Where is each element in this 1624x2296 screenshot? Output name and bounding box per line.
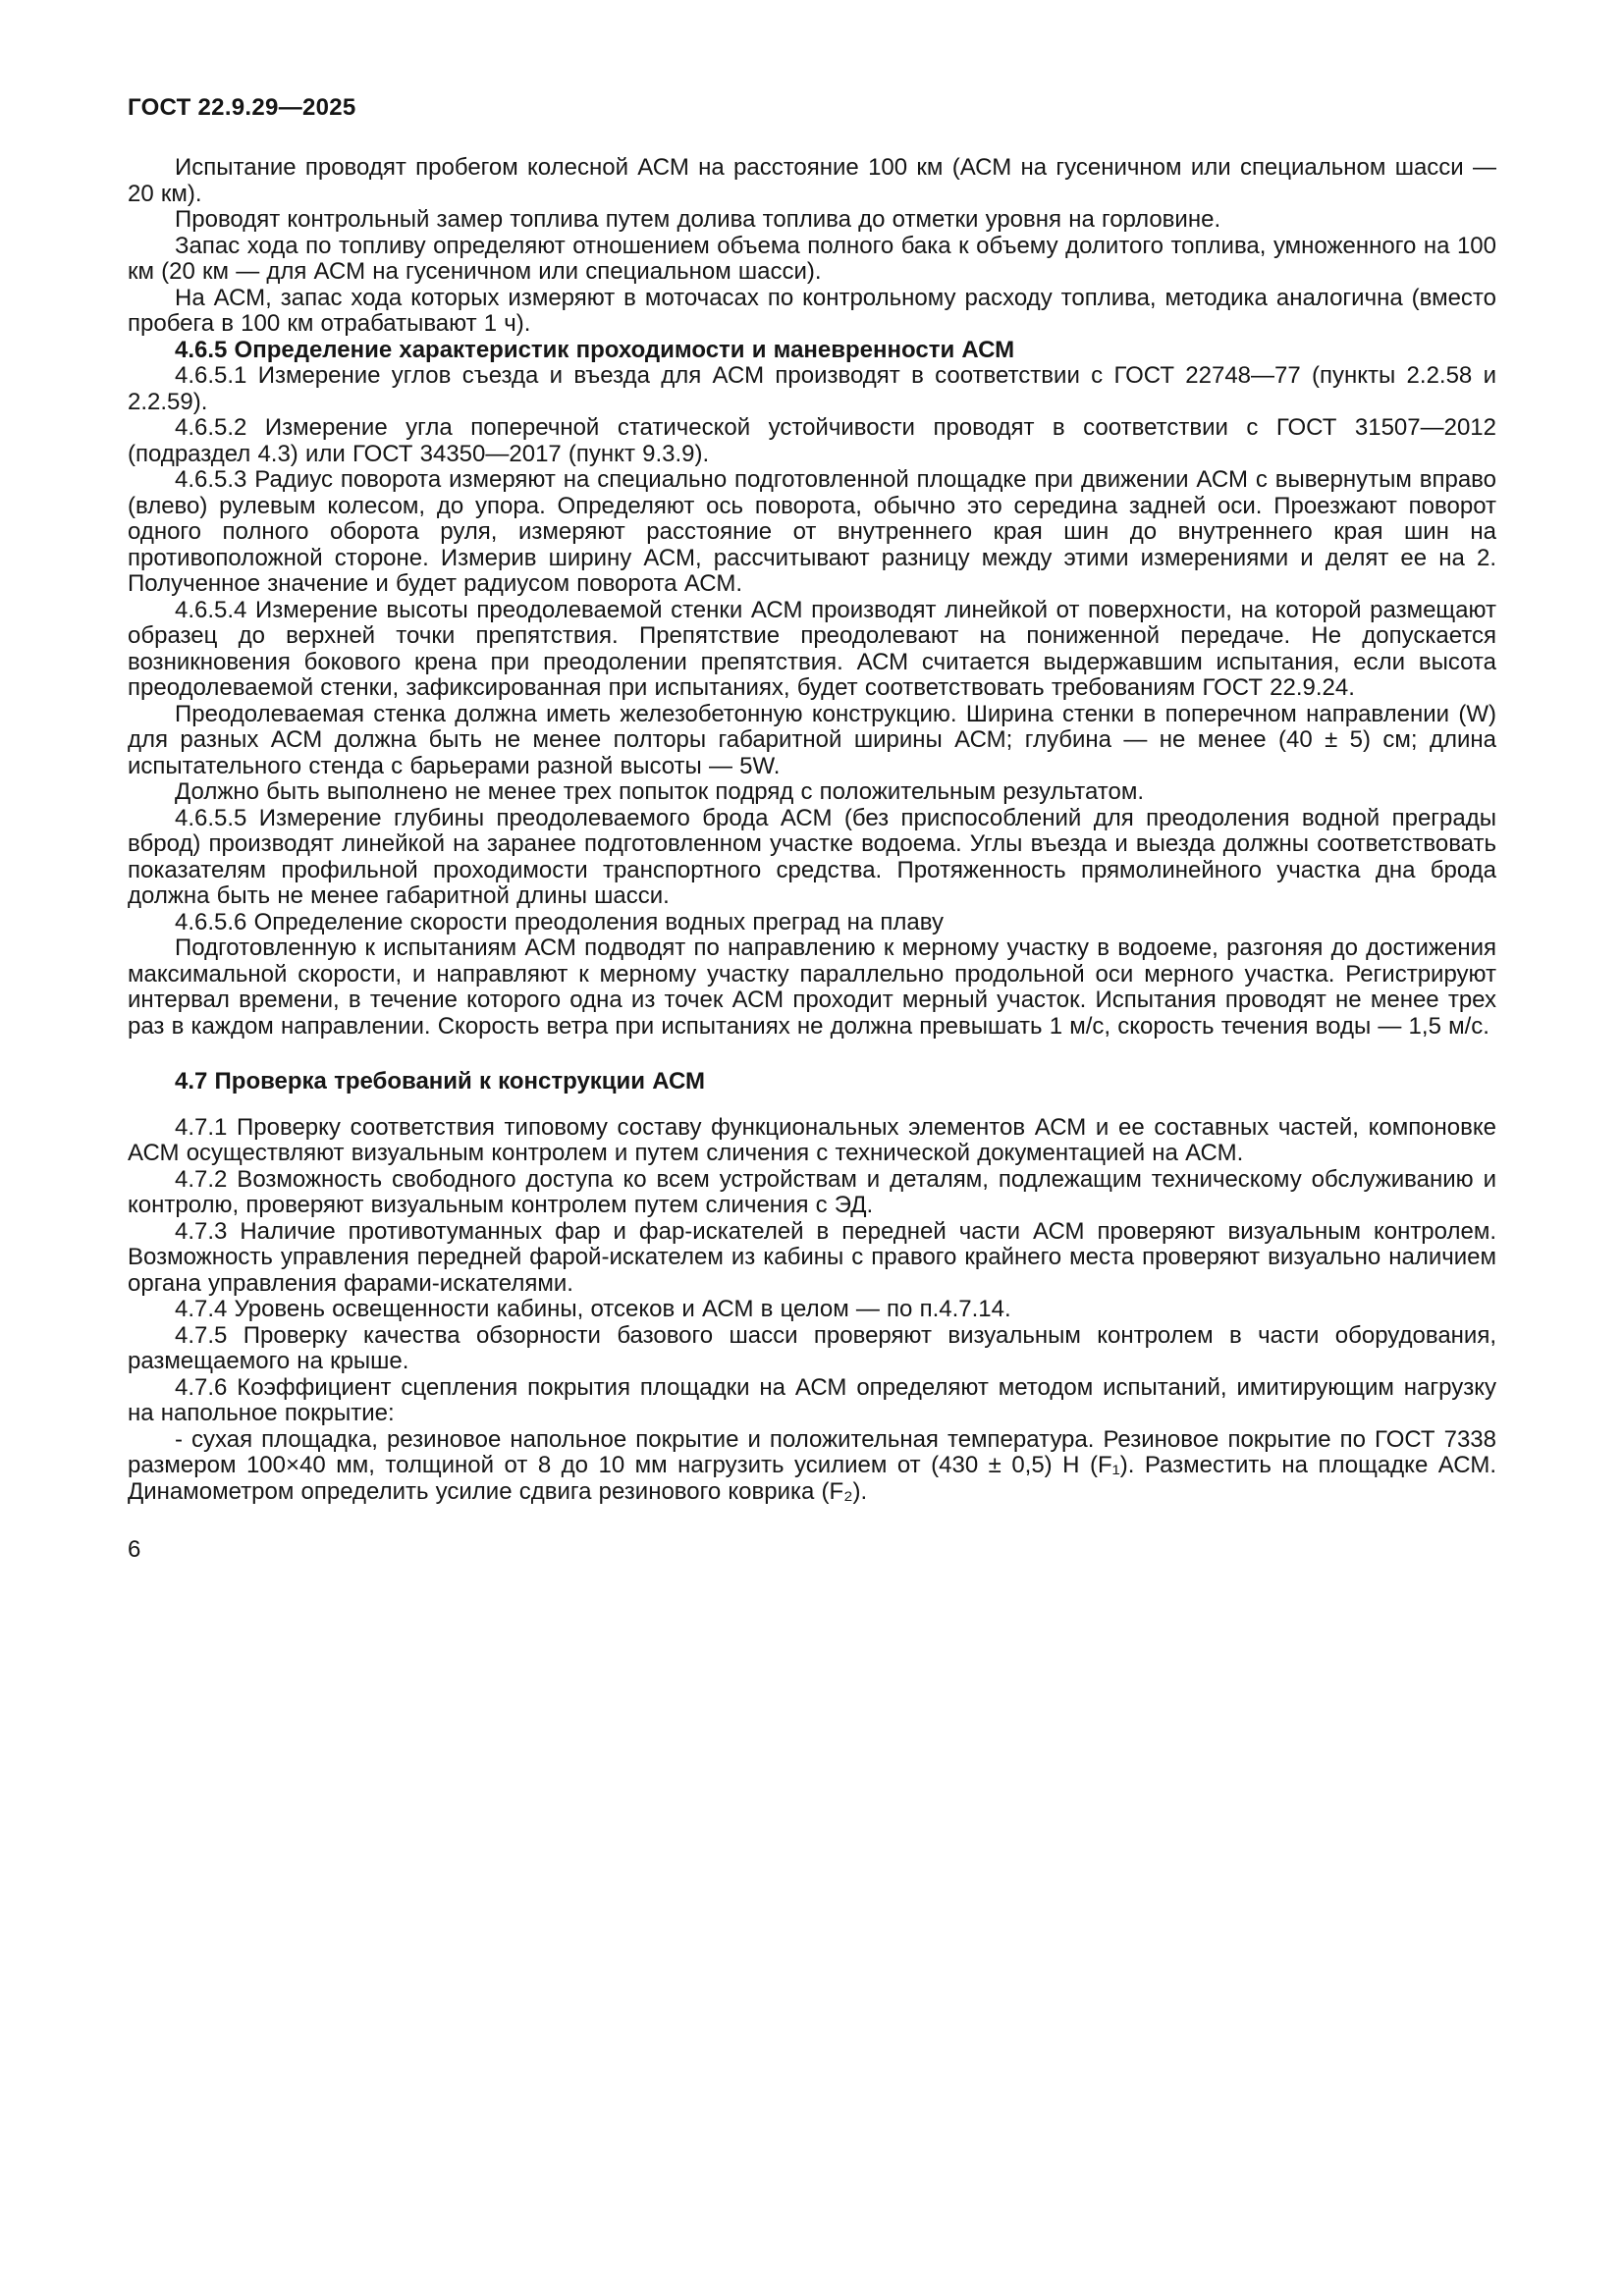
paragraph: Преодолеваемая стенка должна иметь железобетонную конструкцию. Ширина стенки в поперечном направлении (W) для разных АСМ должна быть не менее полторы габаритной ширины АСМ; глубина — не менее (40 ± 5) см; длина испытательного стенда с барьерами разной высоты — 5W.	[128, 700, 1496, 779]
paragraph: Проводят контрольный замер топлива путем долива топлива до отметки уровня на горловине.	[175, 206, 1221, 233]
paragraph: 4.7.3 Наличие противотуманных фар и фар-искателей в передней части АСМ проверяют визуальным контролем. Возможность управления передней фарой-искателем из кабины с правого крайнего места проверяют визуально наличием органа управления фарами-искателями.	[128, 1217, 1496, 1297]
paragraph: 4.7.6 Коэффициент сцепления покрытия площадки на АСМ определяют методом испытаний, имитирующим нагрузку на напольное покрытие:	[128, 1373, 1496, 1426]
page-number: 6	[128, 1536, 141, 1563]
paragraph: 4.6.5.4 Измерение высоты преодолеваемой стенки АСМ производят линейкой от поверхности, на которой размещают образец до верхней точки препятствия. Препятствие преодолевают на пониженной передаче. Не допускается возникновения бокового крена при преодолении препятствия. АСМ считается выдержавшим испытания, если высота преодолеваемой стенки, зафиксированная при испытаниях, будет соответствовать требованиям ГОСТ 22.9.24.	[128, 596, 1496, 701]
paragraph: 4.7.4 Уровень освещенности кабины, отсеков и АСМ в целом — по п.4.7.14.	[175, 1296, 1011, 1322]
paragraph: На АСМ, запас хода которых измеряют в моточасах по контрольному расходу топлива, методика аналогична (вместо пробега в 100 км отрабатывают 1 ч).	[128, 284, 1496, 337]
paragraph: 4.6.5.1 Измерение углов съезда и въезда для АСМ производят в соответствии с ГОСТ 22748—77 (пункты 2.2.58 и 2.2.59).	[128, 362, 1496, 415]
paragraph: 4.6.5.6 Определение скорости преодоления водных преград на плаву	[175, 908, 944, 935]
paragraph: 4.7.2 Возможность свободного доступа ко всем устройствам и деталям, подлежащим техническому обслуживанию и контролю, проверяют визуальным контролем путем сличения с ЭД.	[128, 1165, 1496, 1218]
paragraph: Испытание проводят пробегом колесной АСМ на расстояние 100 км (АСМ на гусеничном или специальном шасси — 20 км).	[128, 154, 1496, 207]
document-number: ГОСТ 22.9.29—2025	[128, 94, 356, 121]
paragraph: 4.6.5.5 Измерение глубины преодолеваемого брода АСМ (без приспособлений для преодоления водной преграды вброд) производят линейкой на заранее подготовленном участке водоема. Углы въезда и выезда должны соответствовать показателям профильной проходимости транспортного средства. Протяженность прямолинейного участка дна брода должна быть не менее габаритной длины шасси.	[128, 804, 1496, 909]
paragraph: Должно быть выполнено не менее трех попыток подряд с положительным результатом.	[175, 778, 1145, 805]
paragraph: Запас хода по топливу определяют отношением объема полного бака к объему долитого топлива, умноженного на 100 км (20 км — для АСМ на гусеничном или специальном шасси).	[128, 232, 1496, 285]
paragraph-list	[128, 155, 1496, 1505]
paragraph: 4.6.5.3 Радиус поворота измеряют на специально подготовленной площадке при движении АСМ с вывернутым вправо (влево) рулевым колесом, до упора. Определяют ось поворота, обычно это середина задней оси. Проезжают поворот одного полного оборота руля, измеряют расстояние от внутреннего края шин до внутреннего края шин на противоположной стороне. Измерив ширину АСМ, рассчитывают разницу между этими измерениями и делят ее на 2. Полученное значение и будет радиусом поворота АСМ.	[128, 466, 1496, 597]
paragraph: 4.6.5.2 Измерение угла поперечной статической устойчивости проводят в соответствии с ГОСТ 31507—2012 (подраздел 4.3) или ГОСТ 34350—2017 (пункт 9.3.9).	[128, 414, 1496, 467]
paragraph: - сухая площадка, резиновое напольное покрытие и положительная температура. Резиновое покрытие по ГОСТ 7338 размером 100×40 мм, толщиной от 8 до 10 мм нагрузить усилием от (430 ± 0,5) Н (F₁). Разместить на площадке АСМ. Динамометром определить усилие сдвига резинового коврика (F₂).	[128, 1425, 1496, 1505]
paragraph: 4.7.5 Проверку качества обзорности базового шасси проверяют визуальным контролем в части оборудования, размещаемого на крыше.	[128, 1321, 1496, 1374]
paragraph: 4.7.1 Проверку соответствия типовому составу функциональных элементов АСМ и ее составных частей, компоновке АСМ осуществляют визуальным контролем и путем сличения с технической документацией на АСМ.	[128, 1113, 1496, 1166]
paragraph: Подготовленную к испытаниям АСМ подводят по направлению к мерному участку в водоеме, разгоняя до достижения максимальной скорости, и направляют к мерному участку параллельно продольной оси мерного участка. Регистрируют интервал времени, в течение которого одна из точек АСМ проходит мерный участок. Испытания проводят не менее трех раз в каждом направлении. Скорость ветра при испытаниях не должна превышать 1 м/с, скорость течения воды — 1,5 м/с.	[128, 934, 1496, 1040]
section-heading: 4.7 Проверка требований к конструкции АСМ	[175, 1068, 705, 1095]
section-heading: 4.6.5 Определение характеристик проходимости и маневренности АСМ	[175, 336, 1015, 363]
